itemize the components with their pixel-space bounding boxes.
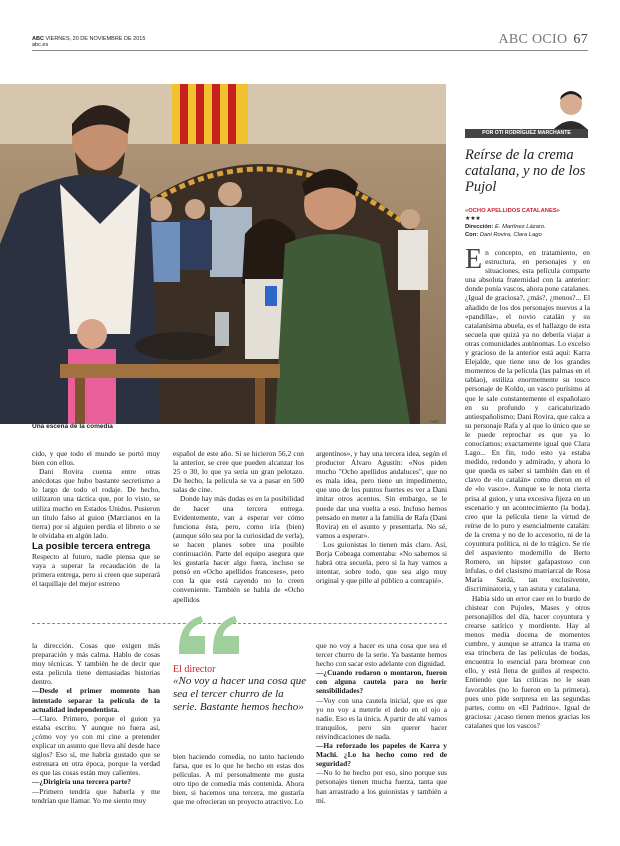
film-info — [465, 207, 590, 239]
interview-answer: —Primero tendría que haberla y me tendrían que llamar. Yo me siento muy — [32, 786, 160, 805]
drop-cap: E — [465, 244, 483, 275]
scene-illustration — [0, 84, 446, 424]
catalan-flag — [172, 84, 248, 144]
interview-col-2 — [173, 752, 304, 807]
article-paragraph: cido, y que todo el mundo se portó muy bien con ellos. — [32, 449, 160, 468]
film-title: «OCHO APELLIDOS CATALANES» — [465, 208, 560, 214]
review-byline: POR OTI RODRÍGUEZ MARCHANTE — [465, 129, 588, 138]
pull-quote-text: «No voy a hacer una cosa que sea el tercer churro de la serie. Bastante hemos hecho» — [173, 675, 307, 713]
interview-question: —Desde el primer momento han intentado separar la película de la actualidad independentista. — [32, 686, 160, 714]
scene-photo — [0, 84, 446, 424]
interview-answer: —Claro. Primero, porque el guion ya estaba escrito. Y aunque no fuera así, ¿cómo voy yo con mi cine a pretender explicar un asunto que lleva ahí desde hace siglos? Eso sí, me habría gustado que se estrenara en otra época, porque la verdad es que las cosas están muy calientes. — [32, 713, 160, 778]
interview-question: —Ha reforzado los papeles de Karra y Machi. ¿Lo ha hecho como red de seguridad? — [316, 741, 447, 769]
article-col-1 — [32, 449, 160, 588]
article-paragraph: Los guionistas lo tienen más claro. Así, Borja Cobeaga comentaba: «No sabemos si habrá otra secuela, pero si la hay vamos a intentar, sobre todo, que sea algo muy original y que pille al público a contrapié». — [316, 539, 447, 586]
review-text: n concepto, en tratamiento, en estructura, en personajes y en situaciones, esta película comparte una absoluta fraternidad con la anterior: donde ponía vascos, ahora pone catalanes. ¿Igual de graciosa?, ¿más?, ¿menos?... El añadido de los dos personajes nuevos a la «pandilla», el novio catalán y su catalanísima abuela, es el hallazgo de esta secuela que quizá ya no debería viajar a otras comunidades autónomas. Lo excelso y gracioso de la anterior está aquí: Karra Elejalde, que tiene uno de los grandes momentos de la película (las palmas en el tablao), estiliza enormemente su tosco personaje de Koldo, un vasco purísimo al que le sale constantemente el españolazo en su profundo y caricaturizado antiespañolismo; Dani Rovira, que calca a su personaje Rafa y al que lo único que se le puede reprochar es que ya lo conocíamos; exactamente igual que Clara Lago... En fin, todo esto ya estaba medido, redondo y admirado, y ahora lo que queda es saber si también dan en el clavo de «lo catalán» como dieron en el de «lo vasco». Aunque se le nota cierta prisa al guion, y una excesiva fijeza en un escenario y un acontecimiento (la boda), creo que la película tiene la virtud de reírse de lo puro y esencialmente catalán: de la crema y no de lo accesorio, ni de la coyuntura política, ni de lo trágico. Se ríe del aspaviento modernillo de Berto Romero, un hipster gafapastoso con ínfulas, o del clasismo matriarcal de Rosa María Sardá, tan exclusivente, discriminatoria, y tan astuta y catalana. — [465, 248, 590, 594]
masthead-left — [32, 36, 145, 48]
section-name: ABC OCIO — [498, 32, 568, 47]
issue-date: VIERNES, 20 DE NOVIEMBRE DE 2015 — [45, 36, 146, 42]
article-col-3 — [316, 449, 447, 585]
review-title: Reírse de la crema catalana, y no de los Pujol — [465, 147, 586, 195]
director-name: E. Martínez Lázaro. — [494, 224, 546, 230]
header-rule — [32, 50, 588, 51]
article-paragraph: español de este año. Si se hicieron 56,2 con la anterior, se cree que pueden alcanzar los 25 o 30, lo que ya sería un gran pelotazo. De hecho, la película se va a pasar en 500 salas de cine. — [173, 449, 304, 495]
interview-answer: bien haciendo comedia, no tanto haciendo farsa, que es lo que he hecho en estas dos películas. A mí personalmente me gusta otro tipo de comedia más contenida. Ahora bien, si hacemos una tercera, me gustaría que me ofrecieran un proyecto atractivo. Lo — [173, 752, 304, 807]
cast-names: Dani Rovira, Clara Lago — [479, 232, 542, 238]
interview-col-1 — [32, 641, 160, 805]
interview-question: —¿Dirigiría una tercera parte? — [32, 777, 131, 787]
photo-caption: Una escena de la comedia — [32, 423, 113, 430]
article-paragraph: Respecto al futuro, nadie piensa que se vaya a superar la recaudación de la primera entrega, pero si creen que superará el taquillaje del mejor estreno — [32, 552, 160, 589]
article-paragraph: argentinos», y hay una tercera idea, según el productor Álvaro Agustín: «Nos piden mucho "Ocho apellidos andaluces", que no es mala idea, pero tiene un impedimento, que uno de los puntos fuertes es ver a Dani imitar otros acentos. Sin embargo, se le puede dar una vuelta a eso. Incluso hemos pensado en meter a la familia de Rafa (Dani Rovira) en el asunto y presentarla. No sé, vamos a esperar». — [316, 449, 447, 540]
article-col-2 — [173, 449, 304, 604]
interview-answer: —Voy con una cautela inicial, que es que yo no voy a meterle el dedo en el ojo a nadie. Eso es la única. A partir de ahí vamos tranquilos, pero sin querer hacer reivindicaciones de nada. — [316, 695, 447, 741]
paper-name: ABC — [32, 36, 44, 42]
pull-quote — [173, 664, 308, 714]
site-url: abc.es — [32, 42, 49, 48]
interview-col-3 — [316, 641, 447, 805]
article-paragraph: Donde hay más dudas es en la posibilidad de hacer una tercera entrega. Evidentemente, van a esperar ver cómo funciona ésta, pero, como iría (bien) (aunque sólo sea por la curiosidad de verla), se hacen planes sobre una posible continuación. Parte del equipo asegura que les gustaría hacer algo fuera, incluso se pensó en «Ocho apellidos franceses», pero con la que está cayendo no lo creen conveniente. También se habla de «Ocho apellidos — [173, 494, 304, 604]
director-label: Dirección: — [465, 224, 494, 230]
section-header — [498, 32, 588, 48]
article-paragraph: Dani Rovira cuenta entre otras anécdotas que hubo bastante secretismo a lo largo de todo el rodaje. De hecho, utilizaron una táctica que, por lo visto, se utiliza mucho en Estados Unidos. Pusieron un título falso al guion (Marcianos en la tierra) por si alguien perdía el libreto o se le olvidaba en algún lado. — [32, 467, 160, 540]
rating-stars: ★★★ — [465, 216, 481, 222]
review-body — [465, 244, 590, 730]
pull-quote-label: El director — [173, 664, 216, 675]
photo-credit: ABC — [430, 419, 440, 424]
interview-answer: que no voy a hacer es una cosa que sea el tercer churro de la serie. Ya bastante hemos hecho con sacar esto adelante con dignidad. — [316, 641, 447, 669]
cast-label: Con: — [465, 232, 479, 238]
interview-answer: —No lo he hecho por eso, sino porque sus personajes tienen mucha fuerza, tanta que han arrastrado a los guionistas y también a mí. — [316, 768, 447, 805]
author-avatar — [465, 86, 588, 130]
review-paragraph — [465, 244, 590, 594]
review-paragraph: Había sido un error caer en lo burdo de chistear con Pujoles, Mases y otros personajillos del día, hacer coyuntura y crearse satírico y mordiente. Hay al menos media docena de momentos cumbre, y aunque se atranca la trama en esa trinchera de las películas de bodas, encuentra lo esencial para bromear con ello, y está llena de guiños al respecto. Entiendo que las críticas no le sean favorables (no lo fueron en la primera), pues uno pide sorpresa en las segundas partes, como en «El Padrino». Igual de graciosa: ¿acaso tienen menos gracias los catalanes que los vascos? — [465, 593, 590, 730]
subheading: La posible tercera entrega — [32, 540, 151, 552]
interview-answer: la dirección. Cosas que exigen más preparación y más calma. Hablo de cosas muy técnicas. Y también he de decir que esta película tiene demasiadas historias dentro. — [32, 641, 160, 687]
page-number: 67 — [573, 32, 588, 47]
interview-question: —¿Cuando rodaron o montaron, fueron con alguna cautela para no herir sensibilidades? — [316, 668, 447, 696]
quote-marks-icon — [175, 612, 245, 656]
